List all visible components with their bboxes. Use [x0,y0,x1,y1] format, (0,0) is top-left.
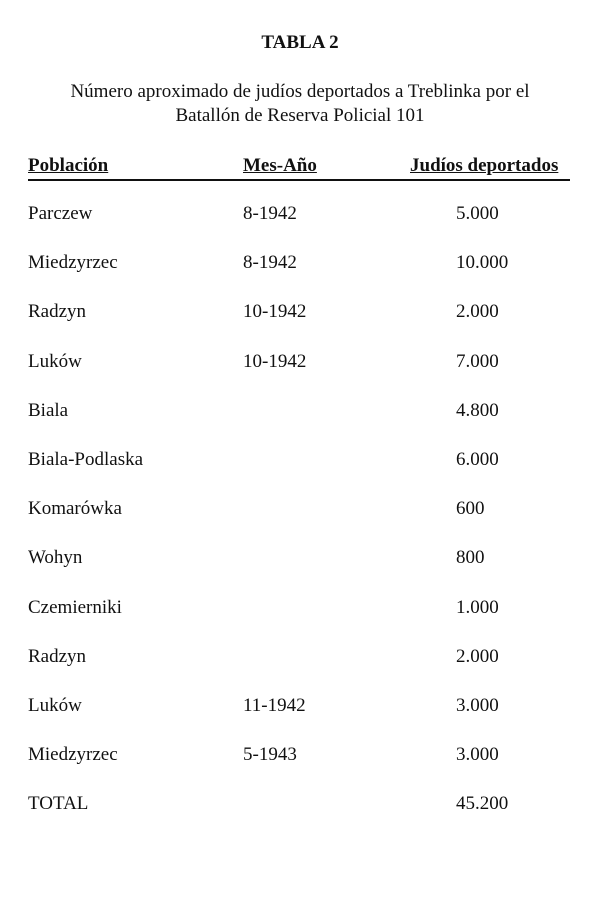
cell-mes-ano: 10-1942 [243,350,307,372]
table-row [28,498,570,547]
cell-deportados: 5.000 [456,203,499,224]
cell-poblacion: Komarówka [28,498,122,520]
cell-deportados: 2.000 [456,645,499,667]
table-body [28,203,570,842]
cell-deportados: 1.000 [456,596,499,618]
total-label: TOTAL [28,793,89,815]
cell-mes-ano: 8-1942 [243,203,297,224]
table-row [28,597,570,646]
cell-poblacion: Wohyn [28,547,83,569]
table-row [28,203,570,252]
table-row [28,449,570,498]
table-row [28,301,570,350]
total-value: 45.200 [456,793,509,815]
header-poblacion: Población [28,155,109,176]
cell-poblacion: Luków [28,694,82,716]
table-row [28,400,570,449]
cell-deportados: 2.000 [456,301,499,323]
cell-poblacion: Luków [28,350,82,372]
cell-mes-ano: 10-1942 [243,301,307,323]
cell-poblacion: Biala-Podlaska [28,448,144,470]
cell-deportados: 7.000 [456,350,499,372]
table-row [28,547,570,596]
cell-mes-ano: 11-1942 [243,694,306,716]
table-row [28,252,570,301]
table-row [28,695,570,744]
table-row [28,744,570,793]
cell-mes-ano: 8-1942 [243,252,297,274]
table-total-row [28,793,570,842]
cell-deportados: 800 [456,547,485,569]
table-row [28,646,570,695]
table-row [28,351,570,400]
cell-poblacion: Miedzyrzec [28,744,118,766]
cell-deportados: 3.000 [456,744,499,766]
table-title: TABLA 2 [261,32,339,53]
cell-poblacion: Biala [28,399,69,421]
cell-deportados: 6.000 [456,448,499,470]
header-judios-deportados: Judíos deportados [410,155,559,176]
subtitle-line-1: Número aproximado de judíos deportados a Treblinka por el [70,81,530,102]
cell-deportados: 10.000 [456,252,509,274]
cell-poblacion: Miedzyrzec [28,252,118,274]
subtitle-line-2: Batallón de Reserva Policial 101 [175,105,425,126]
cell-deportados: 3.000 [456,694,499,716]
cell-deportados: 4.800 [456,399,499,421]
header-mes-ano: Mes-Año [243,155,317,176]
cell-poblacion: Czemierniki [28,596,122,618]
cell-poblacion: Radzyn [28,301,87,323]
cell-mes-ano: 5-1943 [243,744,297,766]
cell-poblacion: Parczew [28,203,93,224]
table-header [28,155,570,181]
cell-poblacion: Radzyn [28,645,87,667]
table-subtitle [0,80,600,128]
cell-deportados: 600 [456,498,485,520]
